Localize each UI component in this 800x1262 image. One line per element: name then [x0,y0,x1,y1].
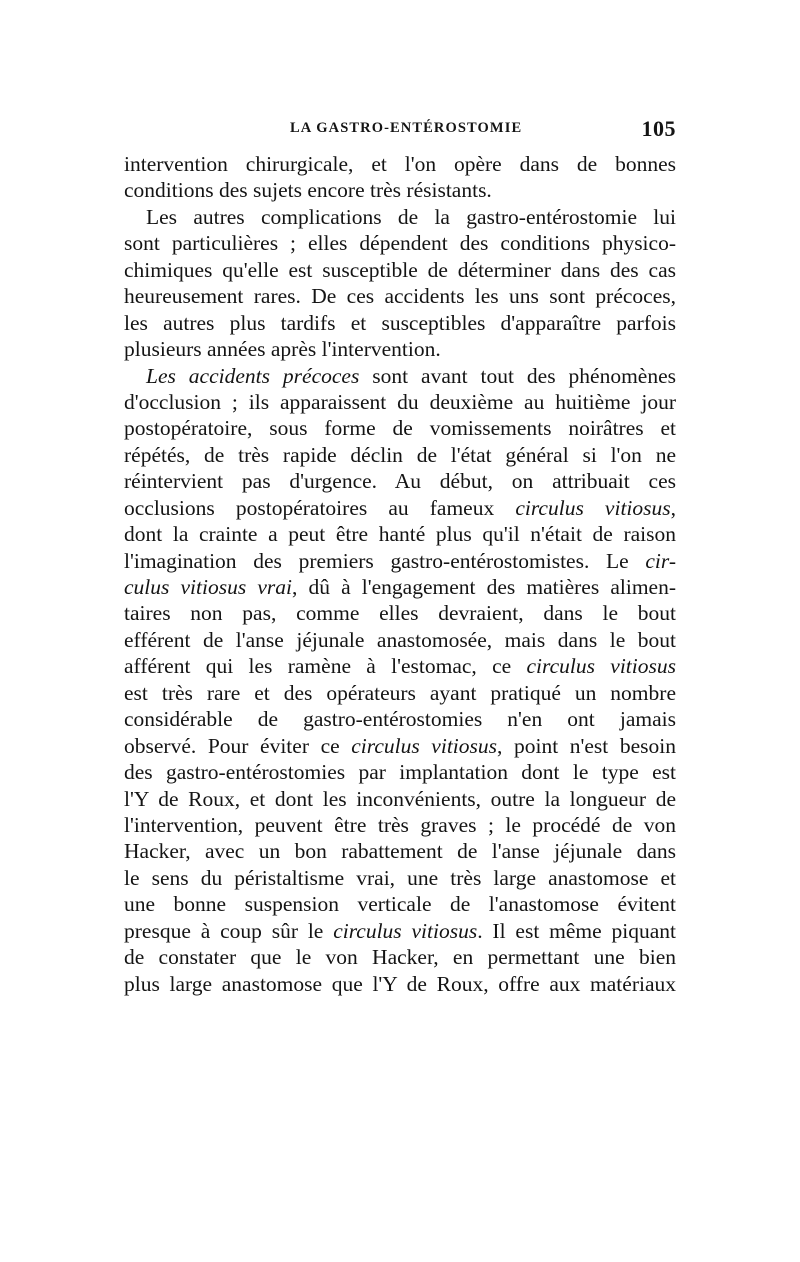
italic-text: cir- [645,548,676,573]
text-segment: Hacker, avec un bon rabattement de l'anse jéjunale dans [124,839,676,864]
text-line [124,786,676,812]
text-line [124,442,676,468]
text-line [124,600,676,626]
italic-text: Les accidents précoces [146,363,360,388]
text-line [124,415,676,441]
text-segment: observé. Pour éviter ce [124,733,352,758]
text-segment: postopératoire, sous forme de vomissements noirâtres et [124,416,676,441]
text-line [124,944,676,970]
text-segment: l'intervention, peuvent être très graves ; le procédé de von [124,812,676,837]
text-segment: heureusement rares. De ces accidents les uns sont précoces, [124,284,676,309]
text-segment: l'imagination des premiers gastro-entérostomistes. Le [124,548,646,573]
text-line [124,733,676,759]
text-segment: sont avant tout des phénomènes [359,363,676,388]
text-line [124,521,676,547]
text-line [124,653,676,679]
running-title: LA GASTRO-ENTÉROSTOMIE [290,120,523,136]
text-segment: l'Y de Roux, et dont les inconvénients, outre la longueur de [124,786,676,811]
text-line [124,468,676,494]
text-line [124,680,676,706]
text-line [124,495,676,521]
text-segment: les autres plus tardifs et susceptibles d'apparaître parfois [124,310,676,335]
italic-text: circulus vitiosus [526,654,676,679]
text-segment: Les autres complications de la gastro-entérostomie lui [146,204,676,229]
text-line [124,283,676,309]
italic-text: circulus vitiosus [351,733,498,758]
text-line [124,310,676,336]
text-line [124,177,676,203]
text-segment: presque à coup sûr le [124,918,334,943]
text-segment: conditions des sujets encore très résistants. [124,178,492,203]
page-number: 105 [641,116,676,141]
text-segment: dont la crainte a peut être hanté plus qu'il n'était de raison [124,522,676,547]
text-segment: , point n'est besoin [497,733,676,758]
text-line [124,336,676,362]
text-segment: des gastro-entérostomies par implantation dont le type est [124,760,676,785]
text-segment: occlusions postopératoires au fameux [124,495,516,520]
text-line [124,812,676,838]
text-line [124,363,676,389]
text-segment: chimiques qu'elle est susceptible de déterminer dans des cas [124,257,676,282]
text-line [124,918,676,944]
text-segment: de constater que le von Hacker, en permettant une bien [124,945,676,970]
text-segment: , [670,495,676,520]
text-line [124,627,676,653]
text-line [124,574,676,600]
text-line [124,257,676,283]
italic-text: culus vitiosus vrai [124,575,292,599]
text-line [124,865,676,891]
italic-text: circulus vitiosus [515,495,671,520]
text-segment: réintervient pas d'urgence. Au début, on attribuait ces [124,469,676,494]
text-segment: est très rare et des opérateurs ayant pratiqué un nombre [124,680,676,705]
text-segment: . Il est même piquant [477,918,676,943]
text-segment: d'occlusion ; ils apparaissent du deuxième au huitième jour [124,389,676,414]
text-segment: une bonne suspension verticale de l'anastomose évitent [124,892,676,917]
text-line [124,204,676,230]
text-line [124,759,676,785]
text-segment: afférent qui les ramène à l'estomac, ce [124,654,527,679]
text-segment: plusieurs années après l'intervention. [124,337,441,362]
body-text [124,151,676,997]
text-segment: efférent de l'anse jéjunale anastomosée, mais dans le bout [124,627,676,652]
text-segment: considérable de gastro-entérostomies n'en ont jamais [124,707,676,732]
text-segment: intervention chirurgicale, et l'on opère dans de bonnes [124,152,676,176]
text-line [124,891,676,917]
text-segment: répétés, de très rapide déclin de l'état général si l'on ne [124,442,676,467]
italic-text: circulus vitiosus [333,918,478,943]
text-line [124,151,676,177]
text-line [124,230,676,256]
text-line [124,838,676,864]
text-segment: plus large anastomose que l'Y de Roux, offre aux matériaux [124,971,676,996]
text-segment: taires non pas, comme elles devraient, dans le bout [124,601,676,626]
text-line [124,548,676,574]
text-line [124,706,676,732]
text-segment: , dû à l'engagement des matières alimen- [291,575,676,599]
text-line [124,389,676,415]
text-line [124,971,676,997]
running-head [124,116,680,142]
text-segment: le sens du péristaltisme vrai, une très large anastomose et [124,865,676,890]
text-segment: sont particulières ; elles dépendent des conditions physico- [124,231,676,256]
